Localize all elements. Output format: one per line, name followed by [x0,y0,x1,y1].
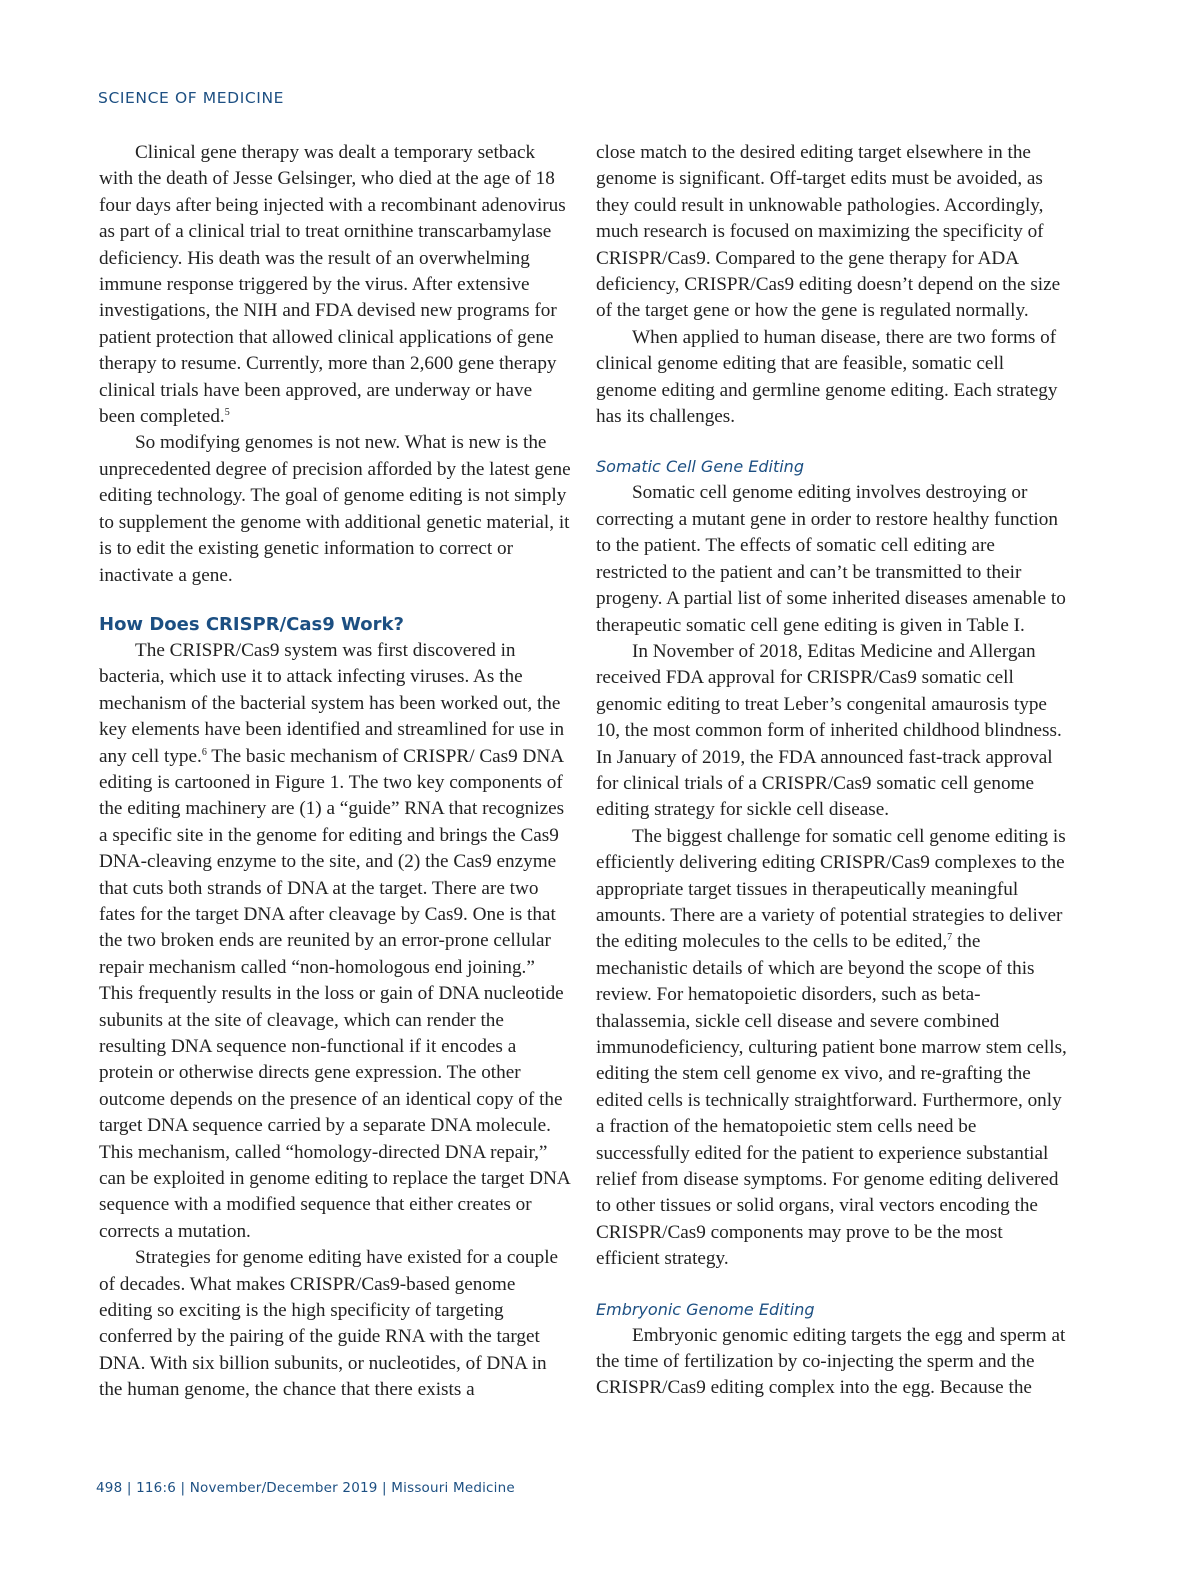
paragraph [99,140,573,430]
paragraph: When applied to human disease, there are two forms of clinical genome editing that are feasible, somatic cell genome editing and germline genome editing. Each strategy has its challenges. [596,326,1058,428]
paragraph: close match to the desired editing target elsewhere in the genome is significant. Off-target edits must be avoided, as they could result in unknowable pathologies. Accordingly, much research is focused on maximizing the specificity of CRISPR/Cas9. Compared to the gene therapy for ADA deficiency, CRISPR/Cas9 editing doesn’t depend on the size of the target gene or how the gene is regulated normally. [596,142,1061,322]
paragraph: Embryonic genomic editing targets the egg and sperm at the time of fertilization by co-injecting the sperm and the CRISPR/Cas9 editing complex into the egg. Because the [596,1324,1066,1399]
running-header: SCIENCE OF MEDICINE [98,89,285,107]
section-heading: How Does CRISPR/Cas9 Work? [99,613,404,635]
subheading: Embryonic Genome Editing [596,1299,815,1319]
citation-ref: 7 [947,932,953,944]
subheading: Somatic Cell Gene Editing [596,457,804,477]
paragraph-text: the mechanistic details of which are beyond the scope of this review. For hematopoietic disorders, such as beta-thalassemia, sickle cell disease and severe combined immunodeficiency, culturing patient bone marrow stem cells, editing the stem cell genome ex vivo, and re-grafting the edited cells is technically straightforward. Furthermore, only a fraction of the hematopoietic stem cells need be successfully edited for the patient to experience substantial relief from disease symptoms. For genome editing delivered to other tissues or solid organs, viral vectors encoding the CRISPR/Cas9 components may prove to be the most efficient strategy. [596,931,1067,1270]
citation-ref: 6 [201,746,207,758]
paragraph: Strategies for genome editing have existed for a couple of decades. What makes CRISPR/Cas9-based genome editing so exciting is the high specificity of targeting conferred by the pairing of the guide RNA with the target DNA. With six billion subunits, or nucleotides, of DNA in the human genome, the chance that there exists a [99,1247,559,1401]
right-column [596,140,1068,1402]
paragraph-text: The biggest challenge for somatic cell genome editing is efficiently delivering editing CRISPR/Cas9 complexes to the appropriate target tissues in therapeutically meaningful amounts. There are a variety of potential strategies to deliver the editing molecules to the cells to be edited, [596,825,1066,953]
paragraph-text: The basic mechanism of CRISPR/ Cas9 DNA editing is cartooned in Figure 1. The two key components of the editing machinery are (1) a “guide” RNA that recognizes a specific site in the genome for editing and brings the Cas9 DNA-cleaving enzyme to the site, and (2) the Cas9 enzyme that cuts both strands of DNA at the target. There are two fates for the target DNA after cleavage by Cas9. One is that the two broken ends are reunited by an error-prone cellular repair mechanism called “non-homologous end joining.” This frequently results in the loss or gain of DNA nucleotide subunits at the site of cleavage, which can render the resulting DNA sequence non-functional if it encodes a protein or otherwise directs gene expression. The other outcome depends on the presence of an identical copy of the target DNA sequence carried by a separate DNA molecule. This mechanism, called “homology-directed DNA repair,” can be exploited in genome editing to replace the target DNA sequence with a modified sequence that either creates or corrects a mutation. [99,745,570,1242]
paragraph: Somatic cell genome editing involves destroying or correcting a mutant gene in order to restore healthy function to the patient. The effects of somatic cell editing are restricted to the patient and can’t be transmitted to their progeny. A partial list of some inherited diseases amenable to therapeutic somatic cell gene editing is given in Table I. [596,482,1066,636]
citation-ref: 5 [224,407,230,419]
paragraph: So modifying genomes is not new. What is new is the unprecedented degree of precision afforded by the latest gene editing technology. The goal of genome editing is not simply to supplement the genome with additional genetic material, it is to edit the existing genetic information to correct or inactivate a gene. [99,432,571,586]
paragraph [99,638,573,1245]
paragraph [596,824,1068,1273]
page-footer: 498 | 116:6 | November/December 2019 | Missouri Medicine [96,1480,515,1496]
paragraph: In November of 2018, Editas Medicine and Allergan received FDA approval for CRISPR/Cas9 somatic cell genomic editing to treat Leber’s congenital amaurosis type 10, the most common form of inherited childhood blindness. In January of 2019, the FDA announced fast-track approval for clinical trials of a CRISPR/Cas9 somatic cell genome editing strategy for sickle cell disease. [596,640,1062,821]
paragraph-text: The CRISPR/Cas9 system was first discovered in bacteria, which use it to attack infecting viruses. As the mechanism of the bacterial system has been worked out, the key elements have been identified and streamlined for use in any cell type. [99,639,565,767]
left-column [99,140,573,1404]
paragraph-text: Clinical gene therapy was dealt a temporary setback with the death of Jesse Gelsinger, who died at the age of 18 four days after being injected with a recombinant adenovirus as part of a clinical trial to treat ornithine transcarbamylase deficiency. His death was the result of an overwhelming immune response triggered by the virus. After extensive investigations, the NIH and FDA devised new programs for patient protection that allowed clinical applications of gene therapy to resume. Currently, more than 2,600 gene therapy clinical trials have been approved, are underway or have been completed. [99,142,566,428]
